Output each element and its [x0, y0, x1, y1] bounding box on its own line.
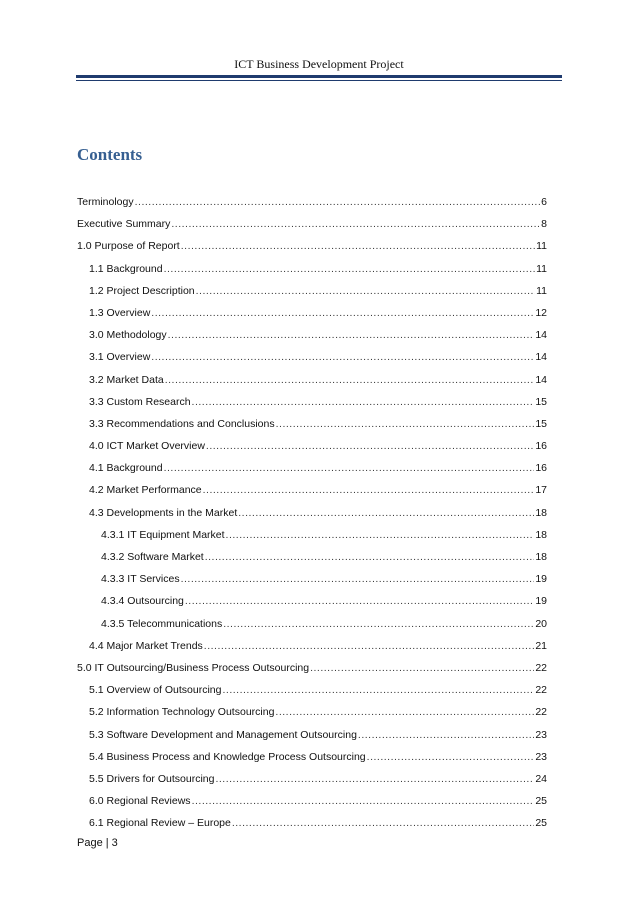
contents-title: Contents — [77, 145, 143, 164]
toc-dot-leader — [151, 350, 534, 364]
header-rule-thin — [76, 80, 562, 81]
toc-entry[interactable] — [77, 617, 547, 639]
toc-dot-leader — [276, 417, 535, 431]
toc-entry-label: 5.1 Overview of Outsourcing — [89, 684, 222, 697]
toc-entry-label: 4.3.5 Telecommunications — [101, 617, 223, 630]
toc-dot-leader — [205, 550, 535, 564]
toc-dot-leader — [181, 239, 535, 253]
toc-entry-page-number: 12 — [535, 306, 547, 319]
toc-entry-page-number: 22 — [535, 706, 547, 719]
toc-dot-leader — [164, 461, 535, 475]
toc-entry[interactable] — [77, 528, 547, 550]
toc-entry-page-number: 17 — [535, 484, 547, 497]
toc-entry-page-number: 14 — [535, 373, 547, 386]
toc-entry-label: 6.1 Regional Review – Europe — [89, 817, 231, 830]
toc-entry[interactable] — [77, 328, 547, 350]
toc-dot-leader — [226, 528, 535, 542]
toc-dot-leader — [232, 816, 534, 830]
toc-entry-page-number: 19 — [535, 573, 547, 586]
toc-dot-leader — [181, 572, 535, 586]
toc-dot-leader — [203, 483, 535, 497]
toc-entry-label: 4.3.3 IT Services — [101, 573, 180, 586]
toc-dot-leader — [196, 284, 535, 298]
toc-entry-label: 4.0 ICT Market Overview — [89, 440, 205, 453]
toc-entry-page-number: 14 — [535, 351, 547, 364]
toc-dot-leader — [204, 639, 535, 653]
toc-entry[interactable] — [77, 639, 547, 661]
toc-entry-label: 3.1 Overview — [89, 351, 151, 364]
toc-dot-leader — [151, 306, 534, 320]
toc-entry-page-number: 11 — [536, 284, 547, 297]
toc-entry-label: 4.4 Major Market Trends — [89, 639, 203, 652]
toc-entry-page-number: 8 — [541, 218, 547, 231]
toc-entry-page-number: 25 — [535, 817, 547, 830]
toc-entry-label: 4.3.4 Outsourcing — [101, 595, 184, 608]
toc-entry-page-number: 19 — [535, 595, 547, 608]
header-rule-thick — [76, 75, 562, 78]
toc-entry-label: 3.3 Recommendations and Conclusions — [89, 417, 275, 430]
toc-entry[interactable] — [77, 217, 547, 239]
toc-entry-label: 4.3.1 IT Equipment Market — [101, 528, 225, 541]
toc-dot-leader — [192, 395, 535, 409]
toc-entry-page-number: 11 — [536, 262, 547, 275]
toc-entry[interactable] — [77, 794, 547, 816]
toc-entry[interactable] — [77, 772, 547, 794]
toc-entry[interactable] — [77, 683, 547, 705]
toc-entry-label: 6.0 Regional Reviews — [89, 795, 191, 808]
toc-entry[interactable] — [77, 350, 547, 372]
toc-entry-page-number: 11 — [536, 240, 547, 253]
toc-entry-page-number: 6 — [541, 196, 547, 208]
toc-entry-label: 5.2 Information Technology Outsourcing — [89, 706, 275, 719]
toc-dot-leader — [185, 594, 534, 608]
toc-entry-page-number: 18 — [535, 528, 547, 541]
toc-entry[interactable] — [77, 262, 547, 284]
toc-entry-label: Executive Summary — [77, 218, 171, 231]
toc-entry-page-number: 23 — [535, 750, 547, 763]
toc-entry[interactable] — [77, 439, 547, 461]
toc-entry[interactable] — [77, 816, 547, 838]
toc-entry-page-number: 23 — [535, 728, 547, 741]
toc-dot-leader — [222, 683, 534, 697]
toc-entry[interactable] — [77, 506, 547, 528]
toc-entry[interactable] — [77, 594, 547, 616]
toc-entry-label: 5.5 Drivers for Outsourcing — [89, 772, 215, 785]
toc-entry[interactable] — [77, 728, 547, 750]
toc-entry-label: 5.3 Software Development and Management Outsourcing — [89, 728, 357, 741]
toc-entry-page-number: 22 — [535, 684, 547, 697]
toc-entry-label: 5.4 Business Process and Knowledge Process Outsourcing — [89, 750, 366, 763]
toc-entry-label: 4.2 Market Performance — [89, 484, 202, 497]
toc-entry[interactable] — [77, 461, 547, 483]
toc-entry-page-number: 18 — [535, 506, 547, 519]
toc-dot-leader — [164, 262, 536, 276]
toc-dot-leader — [171, 217, 540, 231]
toc-entry-page-number: 15 — [535, 395, 547, 408]
toc-entry[interactable] — [77, 284, 547, 306]
toc-entry-label: 1.0 Purpose of Report — [77, 240, 180, 253]
toc-entry-label: 1.2 Project Description — [89, 284, 195, 297]
toc-entry[interactable] — [77, 550, 547, 572]
toc-entry-label: 3.2 Market Data — [89, 373, 164, 386]
toc-entry[interactable] — [77, 306, 547, 328]
running-header: ICT Business Development Project — [234, 57, 404, 71]
toc-entry-label: 4.1 Background — [89, 462, 163, 475]
toc-dot-leader — [238, 506, 534, 520]
toc-dot-leader — [275, 705, 534, 719]
toc-entry-page-number: 14 — [535, 329, 547, 342]
toc-entry[interactable] — [77, 417, 547, 439]
toc-entry-label: 1.3 Overview — [89, 306, 151, 319]
toc-entry[interactable] — [77, 239, 547, 261]
toc-dot-leader — [168, 328, 535, 342]
toc-dot-leader — [206, 439, 534, 453]
toc-entry-label: 3.0 Methodology — [89, 329, 167, 342]
toc-entry-label: 3.3 Custom Research — [89, 395, 191, 408]
toc-entry-label: Terminology — [77, 196, 134, 208]
page-number-footer: Page | 3 — [77, 837, 118, 849]
toc-entry[interactable] — [77, 750, 547, 772]
toc-dot-leader — [192, 794, 535, 808]
toc-entry-page-number: 16 — [535, 440, 547, 453]
toc-entry-label: 5.0 IT Outsourcing/Business Process Outsourcing — [77, 661, 310, 674]
toc-entry-page-number: 16 — [535, 462, 547, 475]
toc-entry-page-number: 24 — [535, 772, 547, 785]
toc-entry-page-number: 20 — [535, 617, 547, 630]
toc-entry-page-number: 22 — [535, 661, 547, 674]
toc-entry[interactable] — [77, 195, 547, 217]
toc-entry[interactable] — [77, 395, 547, 417]
toc-entry-page-number: 18 — [535, 551, 547, 563]
toc-entry-label: 1.1 Background — [89, 262, 163, 275]
toc-entry[interactable] — [77, 483, 547, 505]
table-of-contents — [77, 195, 547, 838]
toc-dot-leader — [223, 617, 534, 631]
toc-entry[interactable] — [77, 572, 547, 594]
toc-dot-leader — [135, 195, 541, 209]
toc-entry[interactable] — [77, 705, 547, 727]
toc-entry-page-number: 15 — [535, 417, 547, 430]
toc-dot-leader — [215, 772, 534, 786]
toc-entry[interactable] — [77, 373, 547, 395]
toc-dot-leader — [310, 661, 534, 675]
toc-entry[interactable] — [77, 661, 547, 683]
toc-dot-leader — [165, 373, 535, 387]
toc-entry-page-number: 25 — [535, 795, 547, 808]
toc-entry-page-number: 21 — [535, 639, 547, 652]
toc-entry-label: 4.3.2 Software Market — [101, 551, 204, 563]
toc-entry-label: 4.3 Developments in the Market — [89, 506, 238, 519]
toc-dot-leader — [358, 728, 534, 742]
toc-dot-leader — [367, 750, 535, 764]
